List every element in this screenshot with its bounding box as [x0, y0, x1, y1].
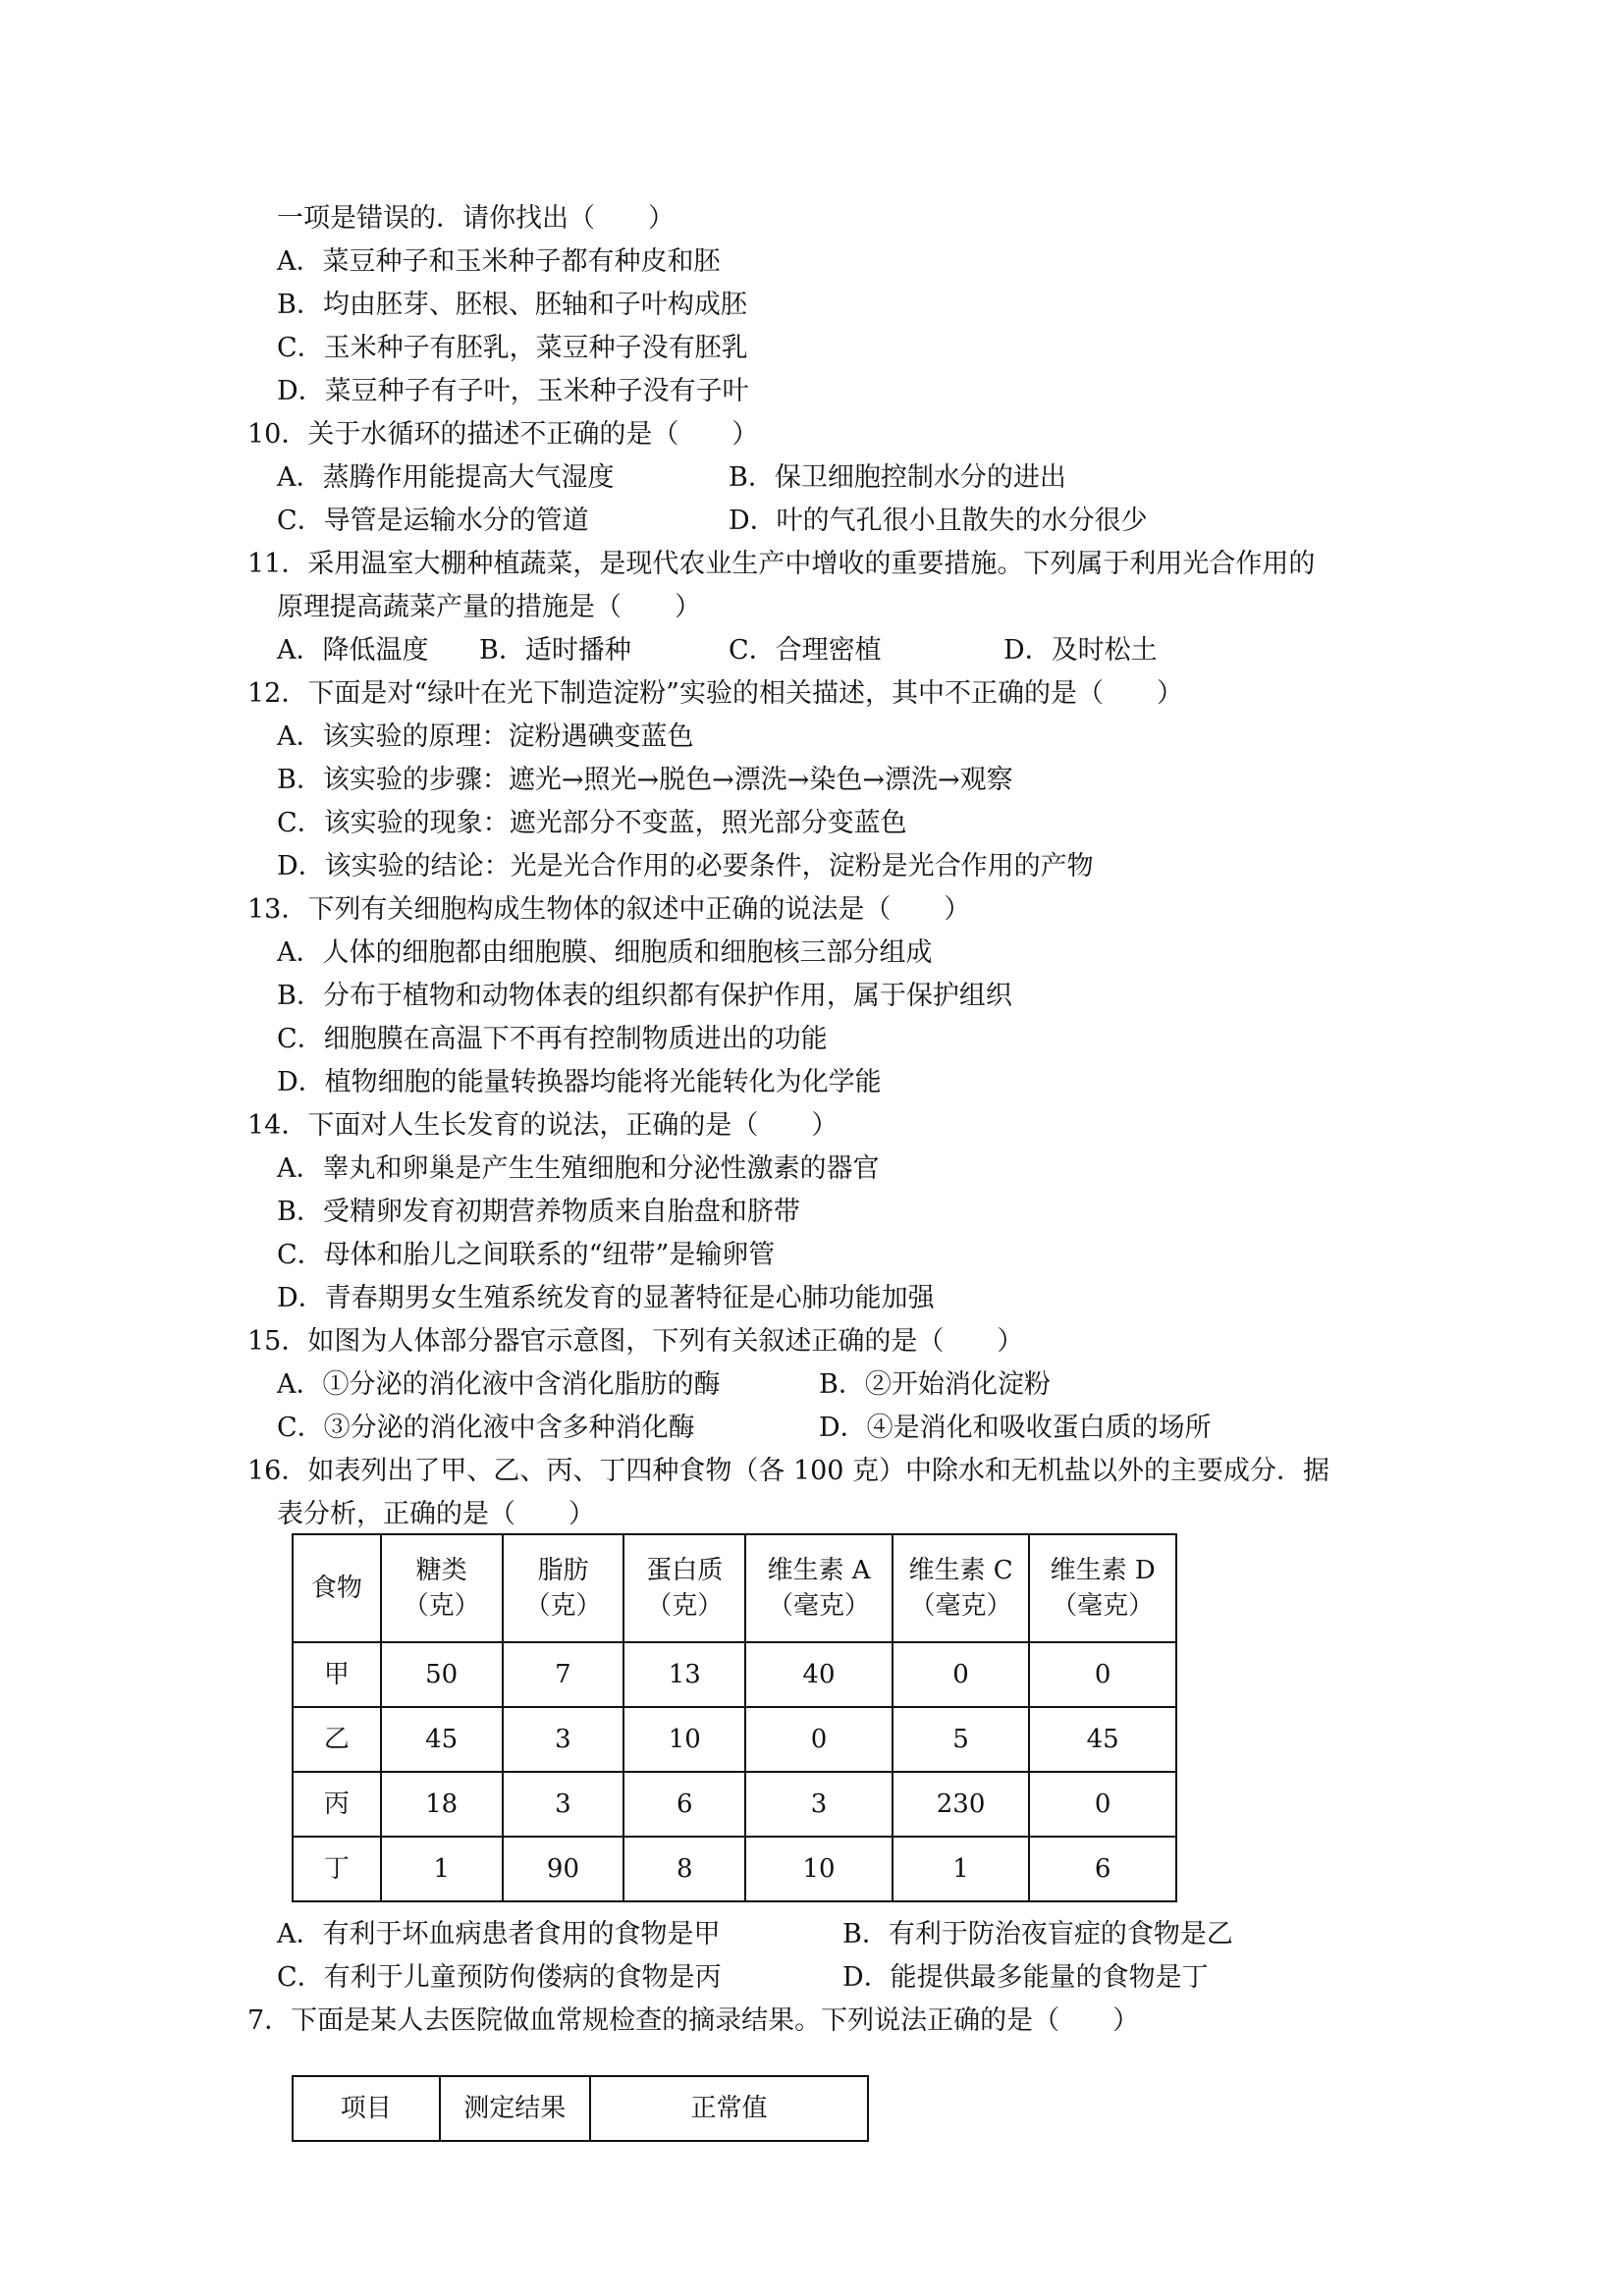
q14-stem: 14．下面对人生长发育的说法，正确的是（ ） — [247, 1110, 839, 1141]
table-row — [293, 1642, 1176, 1707]
q10-option-a: A．蒸腾作用能提高大气湿度 — [277, 462, 615, 493]
q14-option-d: D．青春期男女生殖系统发育的显著特征是心肺功能加强 — [277, 1283, 935, 1313]
q12-option-a: A．该实验的原理：淀粉遇碘变蓝色 — [277, 721, 694, 752]
table-cell: 7 — [503, 1642, 624, 1707]
q9-stem-tail: 一项是错误的．请你找出（ ） — [277, 203, 675, 234]
q12-option-d: D．该实验的结论：光是光合作用的必要条件，淀粉是光合作用的产物 — [277, 851, 1094, 881]
table-cell: 45 — [381, 1707, 503, 1772]
q9-option-c: C．玉米种子有胚乳，菜豆种子没有胚乳 — [277, 333, 748, 363]
q10-stem: 10．关于水循环的描述不正确的是（ ） — [247, 419, 759, 450]
q13-option-a: A．人体的细胞都由细胞膜、细胞质和细胞核三部分组成 — [277, 937, 933, 968]
table-cell: 0 — [1029, 1772, 1176, 1837]
q14-option-c: C．母体和胎儿之间联系的“纽带”是输卵管 — [277, 1240, 776, 1270]
q15-option-a: A．①分泌的消化液中含消化脂肪的酶 — [277, 1369, 721, 1400]
table-cell: 0 — [1029, 1642, 1176, 1707]
table-cell: 6 — [1029, 1837, 1176, 1901]
table-cell: 0 — [745, 1707, 893, 1772]
q11-option-b: B．适时播种 — [479, 635, 631, 666]
table-cell: 0 — [893, 1642, 1030, 1707]
table-cell: 6 — [623, 1772, 745, 1837]
table-cell: 90 — [503, 1837, 624, 1901]
table-cell: 45 — [1029, 1707, 1176, 1772]
header-vitamin-d: 维生素 D （毫克） — [1029, 1534, 1176, 1642]
table-cell: 3 — [503, 1772, 624, 1837]
q13-option-d: D．植物细胞的能量转换器均能将光能转化为化学能 — [277, 1067, 882, 1097]
q9-option-a: A．菜豆种子和玉米种子都有种皮和胚 — [277, 246, 721, 277]
table-cell: 1 — [381, 1837, 503, 1901]
header-normal-value: 正常值 — [590, 2076, 868, 2141]
table-cell: 18 — [381, 1772, 503, 1837]
q9-option-b: B．均由胚芽、胚根、胚轴和子叶构成胚 — [277, 290, 747, 320]
header-food: 食物 — [293, 1534, 381, 1642]
q11-stem-line1: 11．采用温室大棚种植蔬菜，是现代农业生产中增收的重要措施。下列属于利用光合作用的 — [247, 549, 1316, 579]
header-fat: 脂肪 （克） — [503, 1534, 624, 1642]
table-cell: 1 — [893, 1837, 1030, 1901]
table-header-row — [293, 1534, 1176, 1642]
table-row — [293, 1772, 1176, 1837]
q15-option-d: D．④是消化和吸收蛋白质的场所 — [819, 1413, 1212, 1443]
table-cell: 丁 — [293, 1837, 381, 1901]
q10-option-b: B．保卫细胞控制水分的进出 — [729, 462, 1066, 493]
q13-option-c: C．细胞膜在高温下不再有控制物质进出的功能 — [277, 1024, 828, 1054]
table-cell: 3 — [745, 1772, 893, 1837]
q10-option-d: D．叶的气孔很小且散失的水分很少 — [729, 506, 1148, 536]
q9-option-d: D．菜豆种子有子叶，玉米种子没有子叶 — [277, 376, 749, 406]
q12-option-b: B．该实验的步骤：遮光→照光→脱色→漂洗→染色→漂洗→观察 — [277, 765, 1013, 795]
q11-option-d: D．及时松土 — [1003, 635, 1158, 666]
blood-test-table — [292, 2075, 869, 2142]
q16-option-d: D．能提供最多能量的食物是丁 — [842, 1962, 1209, 1993]
table-cell: 230 — [893, 1772, 1030, 1837]
q11-option-c: C．合理密植 — [729, 635, 882, 666]
q14-option-a: A．睾丸和卵巢是产生生殖细胞和分泌性激素的器官 — [277, 1153, 880, 1184]
header-protein: 蛋白质 （克） — [623, 1534, 745, 1642]
q12-stem: 12．下面是对“绿叶在光下制造淀粉”实验的相关描述，其中不正确的是（ ） — [247, 678, 1183, 709]
table-cell: 10 — [623, 1707, 745, 1772]
q17-stem: 7．下面是某人去医院做血常规检查的摘录结果。下列说法正确的是（ ） — [247, 2005, 1140, 2036]
q15-option-c: C．③分泌的消化液中含多种消化酶 — [277, 1413, 695, 1443]
q14-option-b: B．受精卵发育初期营养物质来自胎盘和脐带 — [277, 1197, 800, 1227]
table-cell: 3 — [503, 1707, 624, 1772]
table-cell: 5 — [893, 1707, 1030, 1772]
q16-option-b: B．有利于防治夜盲症的食物是乙 — [842, 1919, 1233, 1949]
header-vitamin-c: 维生素 C （毫克） — [893, 1534, 1030, 1642]
q10-option-c: C．导管是运输水分的管道 — [277, 506, 589, 536]
table-cell: 50 — [381, 1642, 503, 1707]
table-header-row — [293, 2076, 868, 2141]
table-row — [293, 1837, 1176, 1901]
table-cell: 13 — [623, 1642, 745, 1707]
header-item: 项目 — [293, 2076, 440, 2141]
q12-option-c: C．该实验的现象：遮光部分不变蓝，照光部分变蓝色 — [277, 808, 907, 838]
table-row — [293, 1707, 1176, 1772]
food-nutrient-table — [292, 1533, 1177, 1902]
q11-stem-line2: 原理提高蔬菜产量的措施是（ ） — [277, 592, 701, 622]
q16-stem-line2: 表分析，正确的是（ ） — [277, 1499, 595, 1529]
q15-stem: 15．如图为人体部分器官示意图，下列有关叙述正确的是（ ） — [247, 1326, 1024, 1357]
q15-option-b: B．②开始消化淀粉 — [819, 1369, 1051, 1400]
table-cell: 10 — [745, 1837, 893, 1901]
q13-option-b: B．分布于植物和动物体表的组织都有保护作用，属于保护组织 — [277, 981, 1012, 1011]
table-cell: 乙 — [293, 1707, 381, 1772]
header-result: 测定结果 — [440, 2076, 591, 2141]
table-cell: 8 — [623, 1837, 745, 1901]
header-vitamin-a: 维生素 A （毫克） — [745, 1534, 893, 1642]
table-cell: 丙 — [293, 1772, 381, 1837]
table-cell: 40 — [745, 1642, 893, 1707]
q16-stem-line1: 16．如表列出了甲、乙、丙、丁四种食物（各 100 克）中除水和无机盐以外的主要成分．据 — [247, 1456, 1330, 1486]
table-cell: 甲 — [293, 1642, 381, 1707]
q13-stem: 13．下列有关细胞构成生物体的叙述中正确的说法是（ ） — [247, 894, 971, 925]
q16-option-c: C．有利于儿童预防佝偻病的食物是丙 — [277, 1962, 722, 1993]
q16-option-a: A．有利于坏血病患者食用的食物是甲 — [277, 1919, 721, 1949]
q11-option-a: A．降低温度 — [277, 635, 429, 666]
header-sugar: 糖类 （克） — [381, 1534, 503, 1642]
